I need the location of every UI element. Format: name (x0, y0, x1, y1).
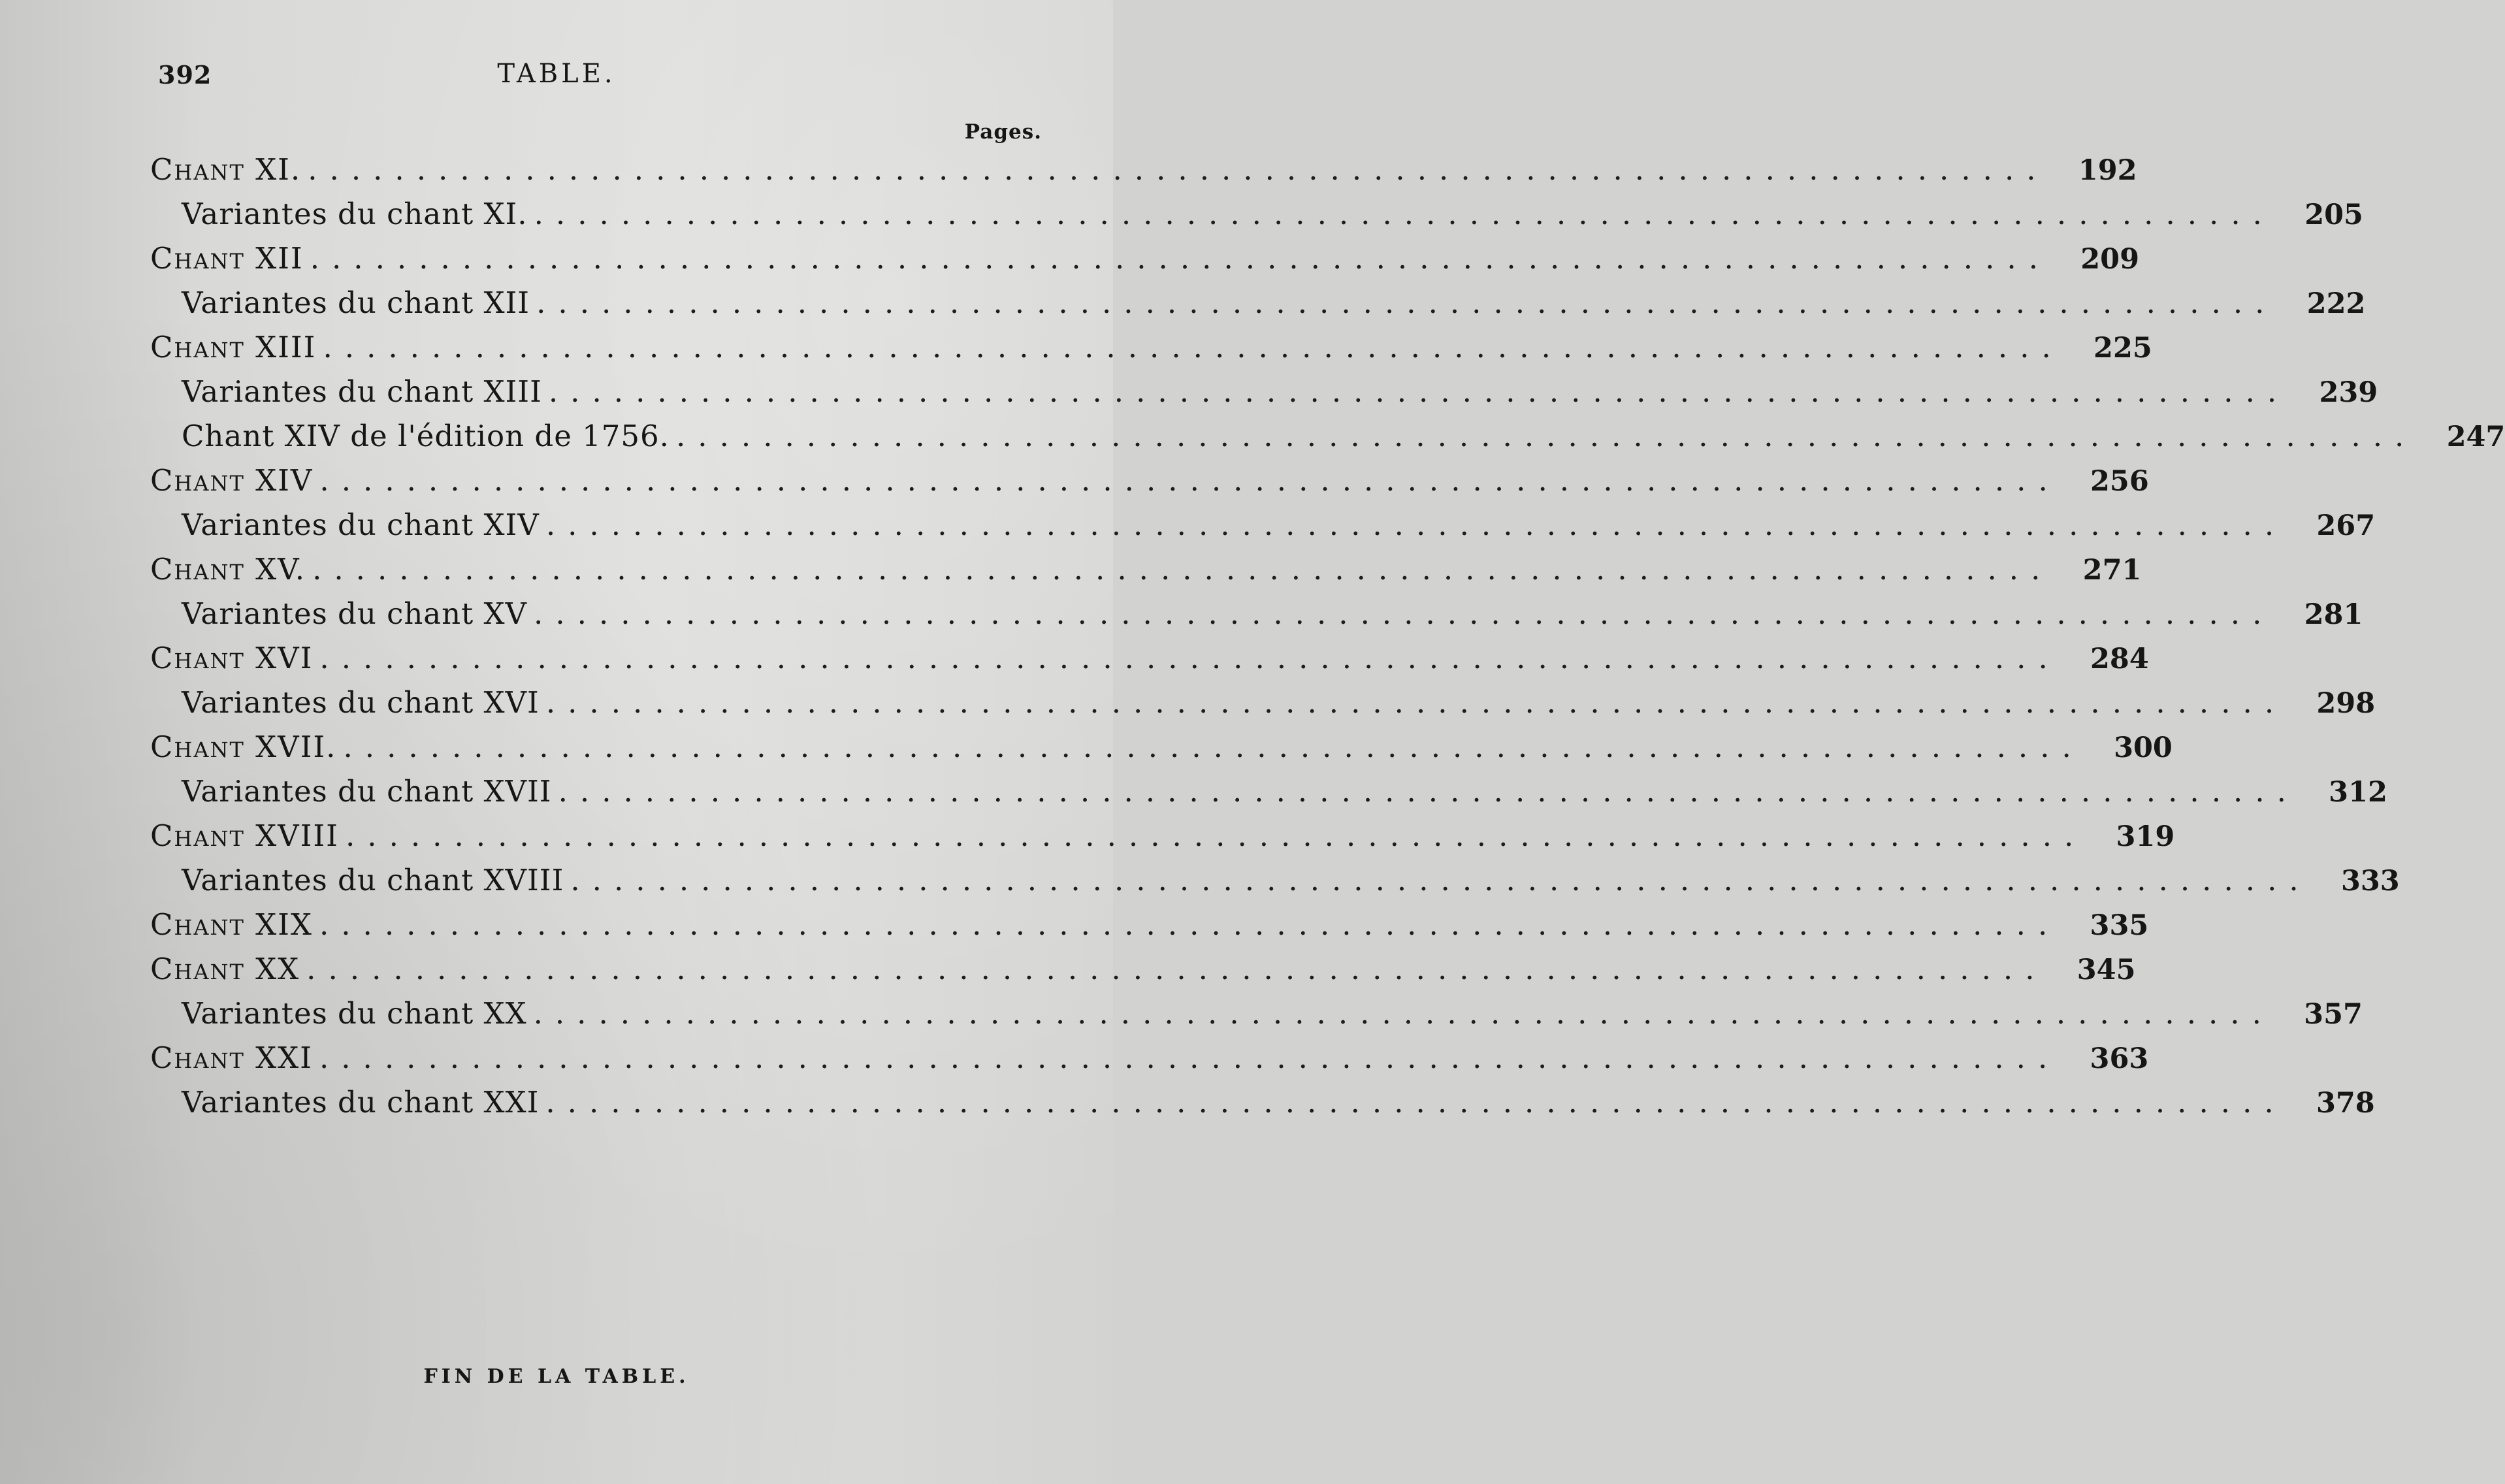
toc-entry (150, 192, 2363, 236)
toc-entry-label: Variantes du chant XV (182, 596, 528, 631)
toc-entry (150, 947, 2136, 992)
toc-entry-label: Chant XIV (150, 463, 314, 498)
toc-entry (150, 236, 2140, 281)
toc-entry-label: Chant XI. (150, 152, 302, 187)
toc-entry-label: Variantes du chant XII (182, 285, 530, 320)
toc-entry (150, 636, 2149, 681)
toc-entry-page: 335 (2090, 909, 2149, 942)
toc-entry (150, 814, 2175, 858)
toc-entry-page: 298 (2316, 687, 2376, 720)
toc-entry-label: Variantes du chant XI. (182, 197, 528, 231)
dot-leader: ................................................................................ (323, 330, 2063, 364)
toc-entry-label: Variantes du chant XVI (182, 685, 540, 720)
toc-entry (150, 370, 2378, 414)
dot-leader: ................................................................................ (534, 197, 2274, 231)
dot-leader: ................................................................................ (675, 419, 2417, 453)
toc-entry-label: Variantes du chant XVIII (182, 863, 564, 897)
toc-entry-page: 267 (2316, 509, 2376, 542)
toc-entry-page: 378 (2316, 1087, 2375, 1120)
table-of-contents (150, 148, 2505, 1125)
toc-entry-page: 284 (2090, 643, 2149, 675)
dot-leader: ................................................................................ (548, 374, 2289, 409)
dot-leader: ................................................................................ (533, 996, 2274, 1031)
toc-entry (150, 992, 2363, 1036)
toc-entry (150, 503, 2376, 547)
dot-leader: ................................................................................ (570, 863, 2311, 897)
toc-entry-page: 192 (2078, 154, 2137, 187)
dot-leader: ................................................................................ (558, 774, 2299, 809)
toc-entry (150, 459, 2149, 503)
dot-leader: ................................................................................ (345, 818, 2086, 853)
toc-entry-page: 319 (2116, 820, 2175, 853)
toc-entry-label: Chant XVI (150, 641, 314, 675)
toc-entry (150, 281, 2366, 325)
toc-entry-page: 312 (2329, 776, 2387, 809)
running-title: TABLE. (497, 59, 616, 89)
dot-leader: ................................................................................ (312, 552, 2053, 587)
toc-entry-page: 222 (2306, 287, 2366, 320)
dot-leader: ................................................................................ (306, 952, 2047, 986)
toc-entry (150, 1036, 2149, 1080)
toc-entry-label: Chant XIII (150, 330, 317, 364)
toc-entry-page: 271 (2082, 554, 2142, 587)
dot-leader: ................................................................................ (343, 730, 2084, 764)
toc-entry (150, 414, 2505, 459)
toc-entry-label: Chant XV. (150, 552, 306, 587)
dot-leader: ................................................................................ (534, 596, 2274, 631)
toc-entry-page: 256 (2090, 465, 2149, 498)
toc-entry-label: Variantes du chant XX (182, 996, 527, 1031)
toc-entry-label: Chant XVII. (150, 730, 337, 764)
toc-entry-page: 225 (2093, 332, 2152, 364)
toc-entry-label: Chant XII (150, 241, 304, 276)
toc-entry (150, 903, 2149, 947)
toc-entry (150, 725, 2173, 769)
toc-entry-label: Chant XX (150, 952, 300, 986)
page-number: 392 (158, 60, 212, 89)
toc-entry-page: 281 (2304, 598, 2363, 631)
dot-leader: ................................................................................ (536, 285, 2277, 320)
toc-entry (150, 547, 2142, 592)
toc-entry (150, 1080, 2375, 1125)
toc-entry-page: 333 (2340, 865, 2400, 897)
toc-entry (150, 325, 2152, 370)
toc-entry-page: 247 (2446, 421, 2505, 453)
toc-entry-label: Chant XIV de l'édition de 1756. (182, 419, 670, 453)
toc-entry (150, 592, 2363, 636)
toc-entry (150, 769, 2387, 814)
toc-entry-label: Variantes du chant XIII (182, 374, 542, 409)
toc-entry-page: 205 (2304, 199, 2363, 231)
toc-entry-page: 345 (2077, 954, 2136, 986)
toc-entry-label: Variantes du chant XVII (182, 774, 552, 809)
pages-column-label: Pages. (964, 120, 1042, 144)
toc-entry-page: 300 (2114, 732, 2173, 764)
dot-leader: ................................................................................ (310, 241, 2051, 276)
dot-leader: ................................................................................ (319, 907, 2060, 942)
dot-leader: ................................................................................ (545, 685, 2287, 720)
toc-entry (150, 681, 2376, 725)
toc-entry (150, 148, 2137, 192)
toc-entry-page: 357 (2304, 998, 2363, 1031)
end-of-table-note: FIN DE LA TABLE. (423, 1365, 690, 1388)
dot-leader: ................................................................................ (545, 1085, 2286, 1120)
toc-entry-label: Variantes du chant XXI (182, 1085, 540, 1120)
dot-leader: ................................................................................ (319, 1040, 2060, 1075)
toc-entry-page: 209 (2080, 243, 2140, 276)
dot-leader: ................................................................................ (545, 508, 2287, 542)
toc-entry (150, 858, 2400, 903)
toc-entry-label: Chant XXI (150, 1040, 313, 1075)
toc-entry-label: Chant XIX (150, 907, 313, 942)
toc-entry-label: Variantes du chant XIV (182, 508, 540, 542)
toc-entry-label: Chant XVIII (150, 818, 339, 853)
dot-leader: ................................................................................ (319, 641, 2060, 675)
toc-entry-page: 363 (2090, 1042, 2149, 1075)
toc-entry-page: 239 (2319, 376, 2378, 409)
dot-leader: ................................................................................ (308, 152, 2048, 187)
dot-leader: ................................................................................ (319, 463, 2060, 498)
